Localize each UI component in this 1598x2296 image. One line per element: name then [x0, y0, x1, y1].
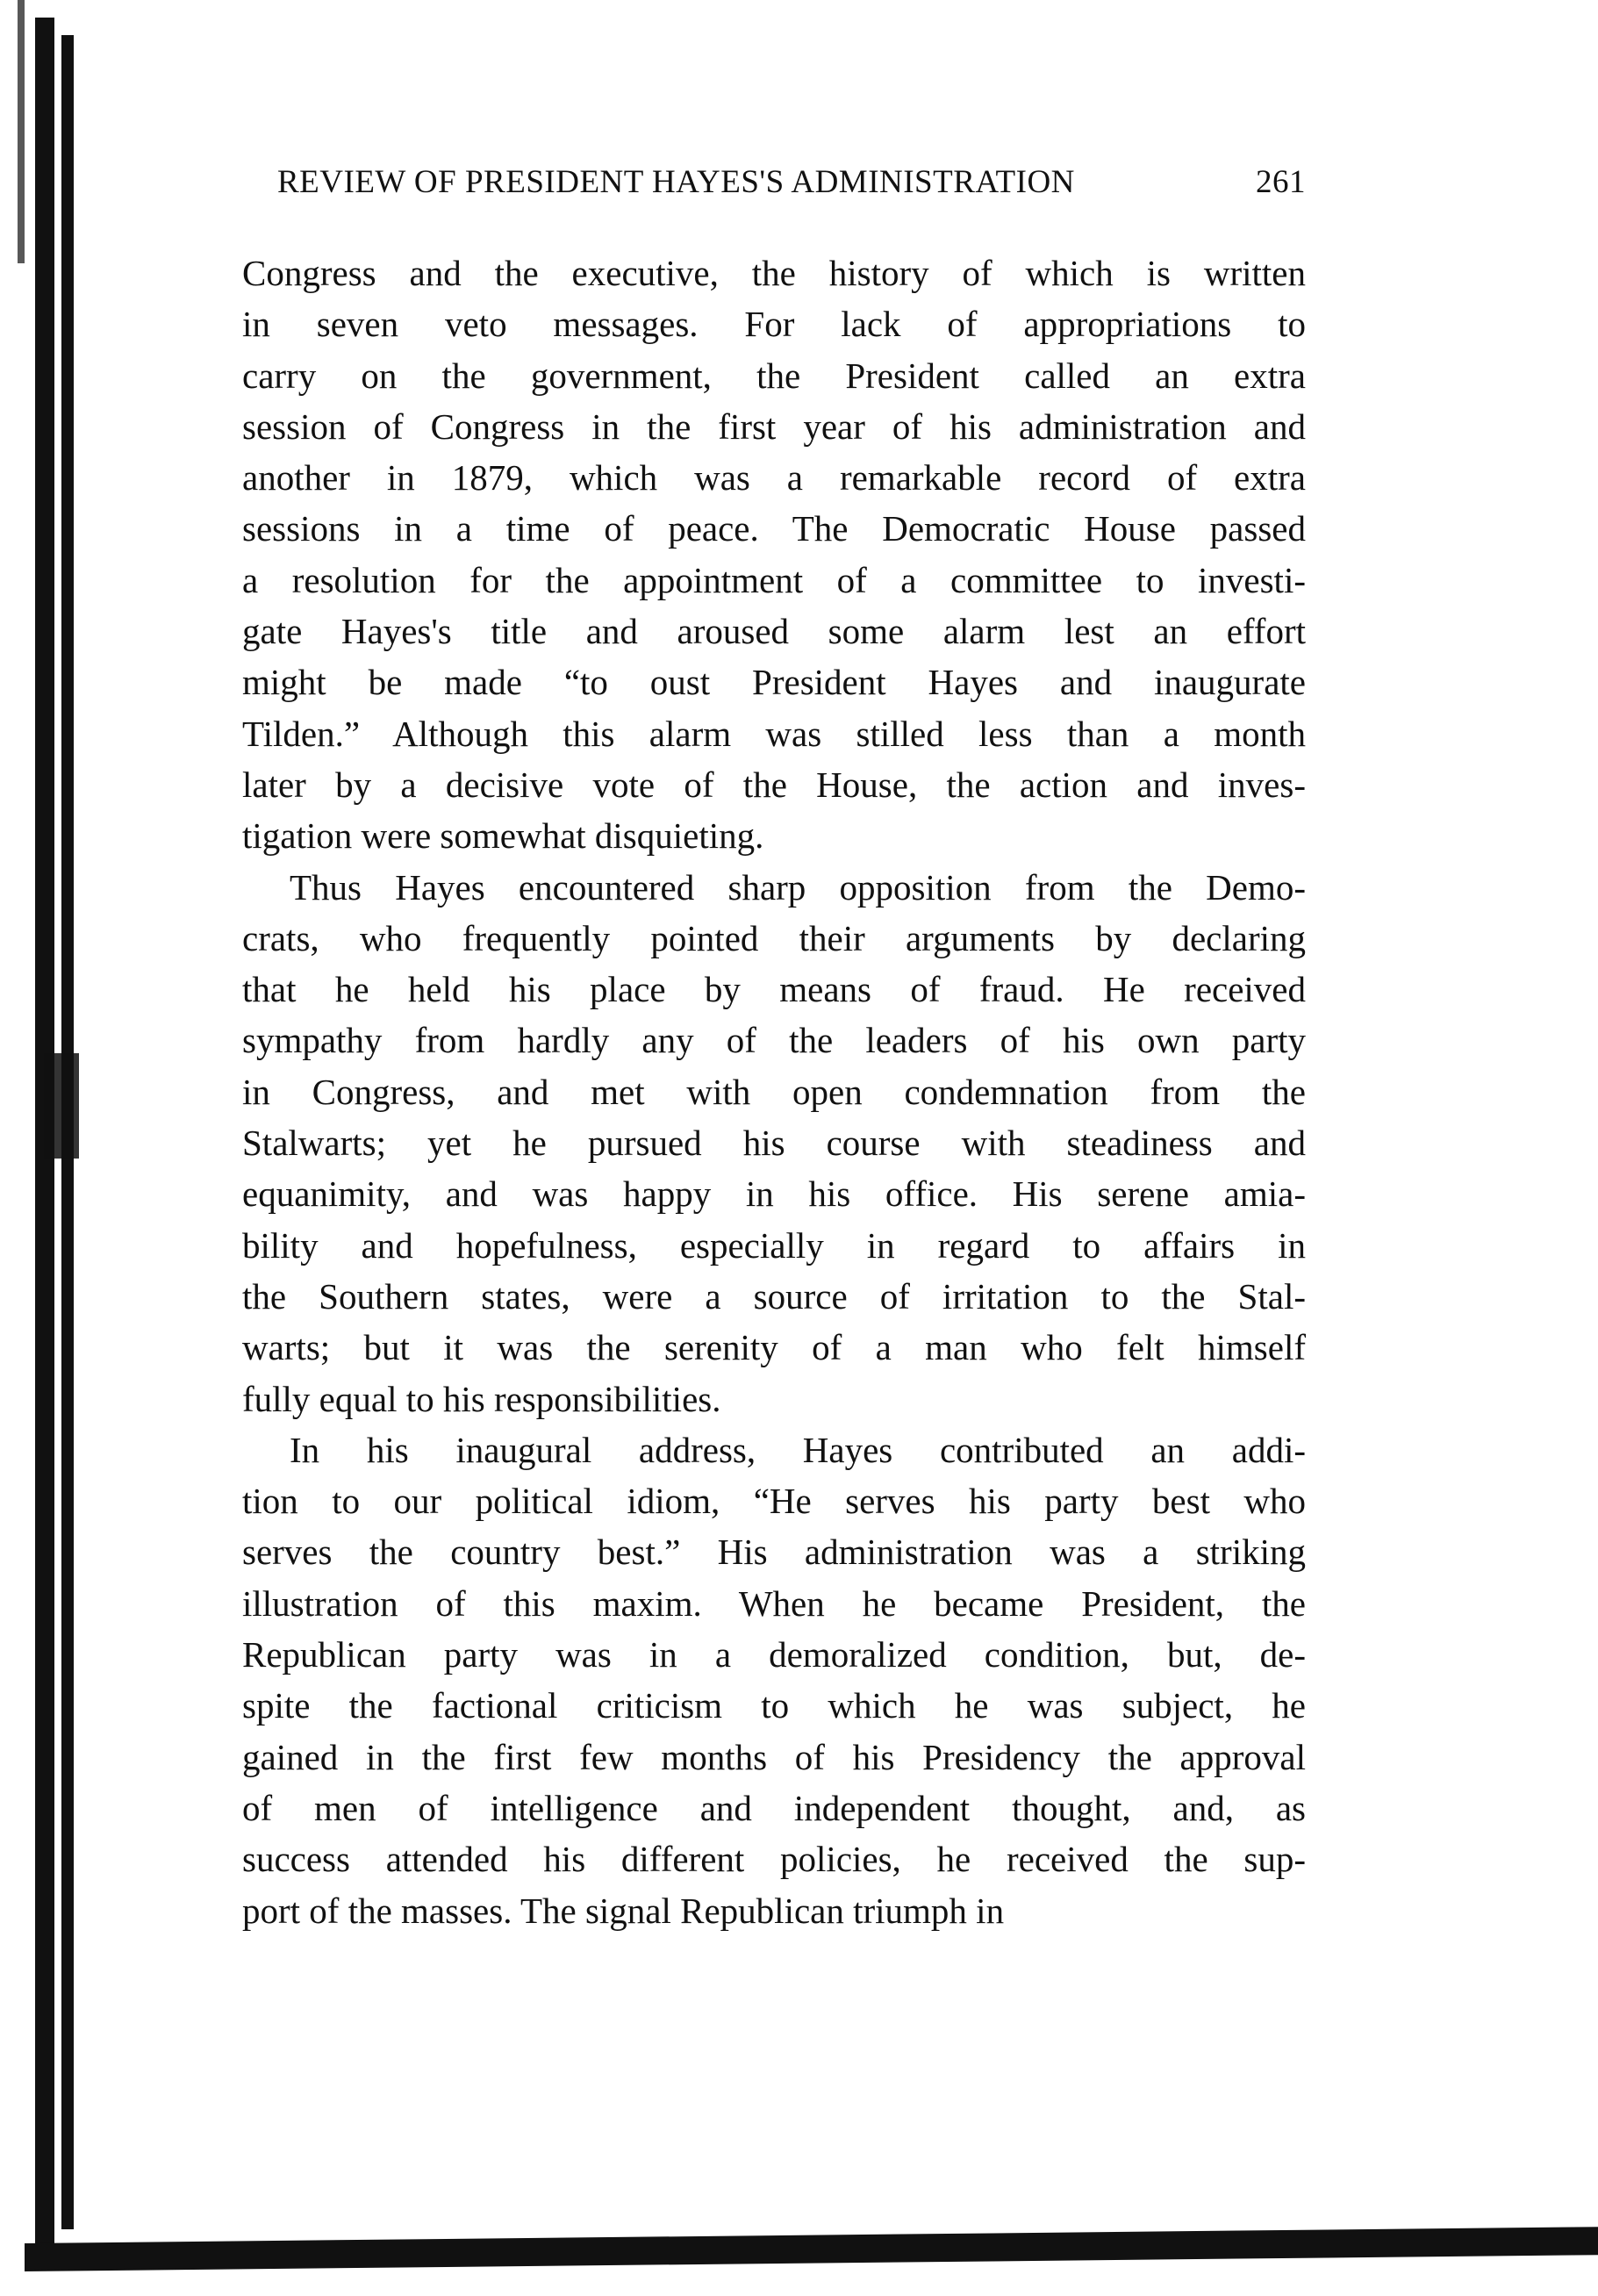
text-line: tigation were somewhat disquieting. [242, 815, 764, 857]
text-line: in Congress, and met with open condemnation from the [242, 1071, 1306, 1112]
text-line: fully equal to his responsibilities. [242, 1378, 721, 1419]
text-line: warts; but it was the serenity of a man who felt himself [242, 1327, 1306, 1368]
binding-edge-shadow [18, 0, 25, 263]
text-line: carry on the government, the President called an extra [242, 355, 1306, 396]
body-text [242, 248, 1306, 1936]
text-line: of men of intelligence and independent thought, and, as [242, 1787, 1306, 1828]
text-line: crats, who frequently pointed their arguments by declaring [242, 917, 1306, 958]
text-line: serves the country best.” His administration was a striking [242, 1532, 1306, 1573]
text-line: session of Congress in the first year of his administration and [242, 405, 1306, 447]
text-line: bility and hopefulness, especially in regard to affairs in [242, 1224, 1306, 1266]
page-number: 261 [1256, 163, 1306, 200]
running-title: REVIEW OF PRESIDENT HAYES'S ADMINISTRATION [277, 163, 1075, 200]
text-line: that he held his place by means of fraud. He received [242, 969, 1306, 1010]
text-line: gained in the first few months of his Presidency the approval [242, 1736, 1306, 1777]
text-line: might be made “to oust President Hayes and inaugurate [242, 662, 1306, 703]
text-line: Republican party was in a demoralized condition, but, de- [242, 1634, 1306, 1675]
text-line: sessions in a time of peace. The Democratic House passed [242, 508, 1306, 549]
text-line: Stalwarts; yet he pursued his course with steadiness and [242, 1123, 1306, 1164]
text-line: in seven veto messages. For lack of appropriations to [242, 304, 1306, 345]
text-line: In his inaugural address, Hayes contributed an addi- [290, 1429, 1306, 1470]
text-line: spite the factional criticism to which he was subject, he [242, 1685, 1306, 1726]
text-line: success attended his different policies, he received the sup- [242, 1839, 1306, 1880]
text-line: tion to our political idiom, “He serves his party best who [242, 1481, 1306, 1522]
text-line: Congress and the executive, the history of which is written [242, 253, 1306, 293]
text-line: a resolution for the appointment of a committee to investi- [242, 559, 1306, 600]
binding-edge-shadow [44, 1053, 79, 1159]
running-header [277, 158, 1306, 205]
text-line: later by a decisive vote of the House, the action and inves- [242, 764, 1306, 805]
text-line: port of the masses. The signal Republican triumph in [242, 1890, 1005, 1931]
page-bottom-edge [25, 2227, 1598, 2271]
text-line: Tilden.” Although this alarm was stilled less than a month [242, 713, 1306, 754]
text-line: sympathy from hardly any of the leaders of his own party [242, 1020, 1306, 1061]
text-line: equanimity, and was happy in his office. His serene amia- [242, 1173, 1306, 1215]
text-line: the Southern states, were a source of irritation to the Stal- [242, 1275, 1306, 1317]
text-line: Thus Hayes encountered sharp opposition from the Demo- [290, 866, 1306, 908]
text-line: another in 1879, which was a remarkable record of extra [242, 457, 1306, 499]
text-line: illustration of this maxim. When he became President, the [242, 1582, 1306, 1624]
text-line: gate Hayes's title and aroused some alarm lest an effort [242, 611, 1306, 652]
